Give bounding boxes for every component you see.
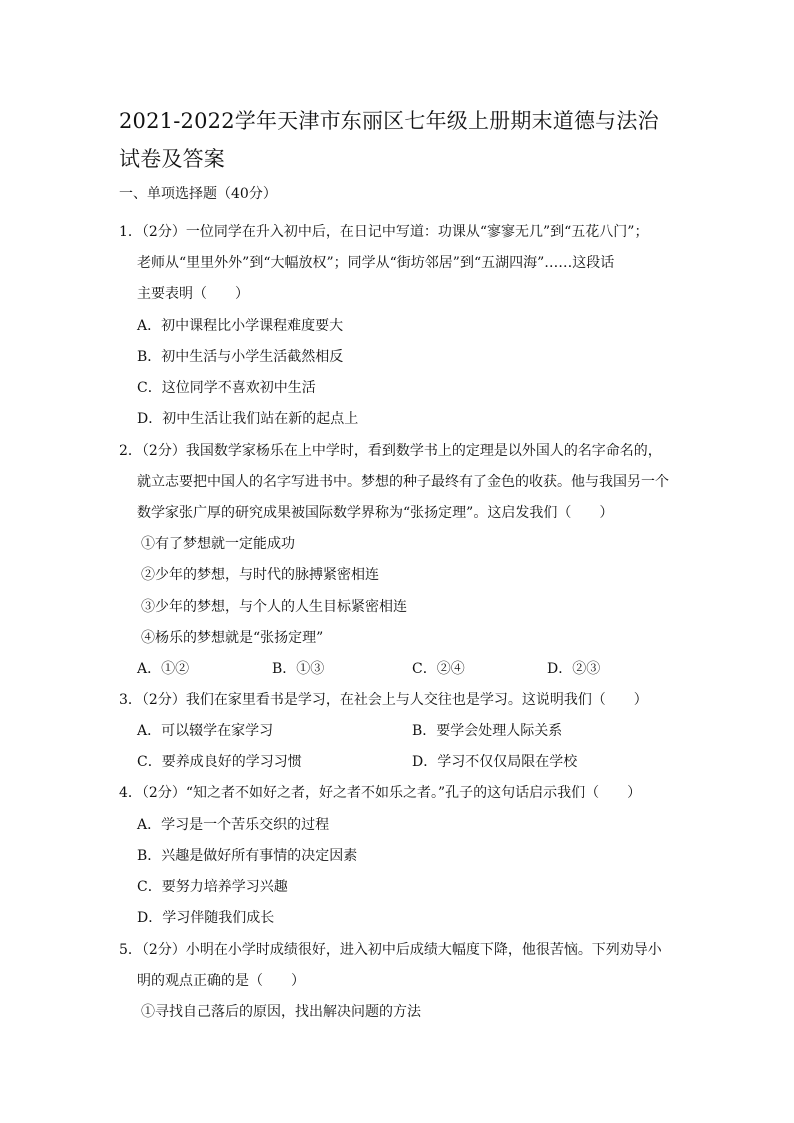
question-5-line-1: 5．（2分）小明在小学时成绩很好，进入初中后成绩大幅度下降，他很苦恼。下列劝导小 [119, 942, 662, 958]
question-4-option-d: D．学习伴随我们成长 [137, 910, 275, 926]
question-3-option-c: C．要养成良好的学习习惯 [137, 754, 302, 770]
question-4-option-c: C．要努力培养学习兴趣 [137, 879, 288, 895]
question-4-option-a: A．学习是一个苦乐交织的过程 [137, 817, 330, 833]
question-1-option-c: C．这位同学不喜欢初中生活 [137, 380, 316, 396]
question-2-statement-4: ④杨乐的梦想就是“张扬定理” [141, 630, 324, 646]
question-2-option-d: D．②③ [547, 661, 601, 677]
question-5-line-2: 明的观点正确的是（ ） [137, 973, 305, 989]
question-5-statement-1: ①寻找自己落后的原因，找出解决问题的方法 [141, 1004, 421, 1020]
question-3-line-1: 3．（2分）我们在家里看书是学习，在社会上与人交往也是学习。这说明我们（ ） [119, 692, 648, 708]
question-3-options-row-2 [137, 751, 697, 771]
question-1-line-2: 老师从“里里外外”到“大幅放权”；同学从“街坊邻居”到“五湖四海”……这段话 [137, 255, 615, 271]
question-3-option-b: B．要学会处理人际关系 [412, 723, 563, 739]
question-2-line-2: 就立志要把中国人的名字写进书中。梦想的种子最终有了金色的收获。他与我国另一个 [137, 474, 669, 490]
question-4-option-b: B．兴趣是做好所有事情的决定因素 [137, 848, 358, 864]
question-2-statement-1: ①有了梦想就一定能成功 [141, 536, 295, 552]
question-2-statement-3: ③少年的梦想，与个人的人生目标紧密相连 [141, 599, 407, 615]
question-1-line-3: 主要表明（ ） [137, 286, 249, 302]
question-2-line-1: 2．（2分）我国数学家杨乐在上中学时，看到数学书上的定理是以外国人的名字命名的， [119, 443, 662, 459]
question-4-line-1: 4．（2分）“知之者不如好之者，好之者不如乐之者。”孔子的这句话启示我们（ ） [119, 785, 642, 801]
question-1-option-b: B．初中生活与小学生活截然相反 [137, 349, 344, 365]
question-3-options-row-1 [137, 720, 697, 740]
question-1-option-a: A．初中课程比小学课程难度要大 [137, 318, 344, 334]
question-2-option-a: A．①② [137, 661, 190, 677]
question-1-option-d: D．初中生活让我们站在新的起点上 [137, 411, 359, 427]
question-3-option-a: A．可以辍学在家学习 [137, 723, 274, 739]
question-2-statement-2: ②少年的梦想，与时代的脉搏紧密相连 [141, 567, 379, 583]
question-2-line-3: 数学家张广厚的研究成果被国际数学界称为“张扬定理”。这启发我们（ ） [137, 505, 614, 521]
question-2-options-row [137, 658, 697, 678]
section-heading: 一、单项选择题（40分） [119, 186, 277, 202]
document-title: 2021-2022学年天津市东丽区七年级上册期末道德与法治试卷及答案 [119, 109, 659, 171]
question-3-option-d: D．学习不仅仅局限在学校 [412, 754, 578, 770]
question-1-line-1: 1．（2分）一位同学在升入初中后，在日记中写道：功课从“寥寥无几”到“五花八门”； [119, 224, 649, 240]
question-2-option-b: B．①③ [272, 661, 325, 677]
question-2-option-c: C．②④ [412, 661, 465, 677]
